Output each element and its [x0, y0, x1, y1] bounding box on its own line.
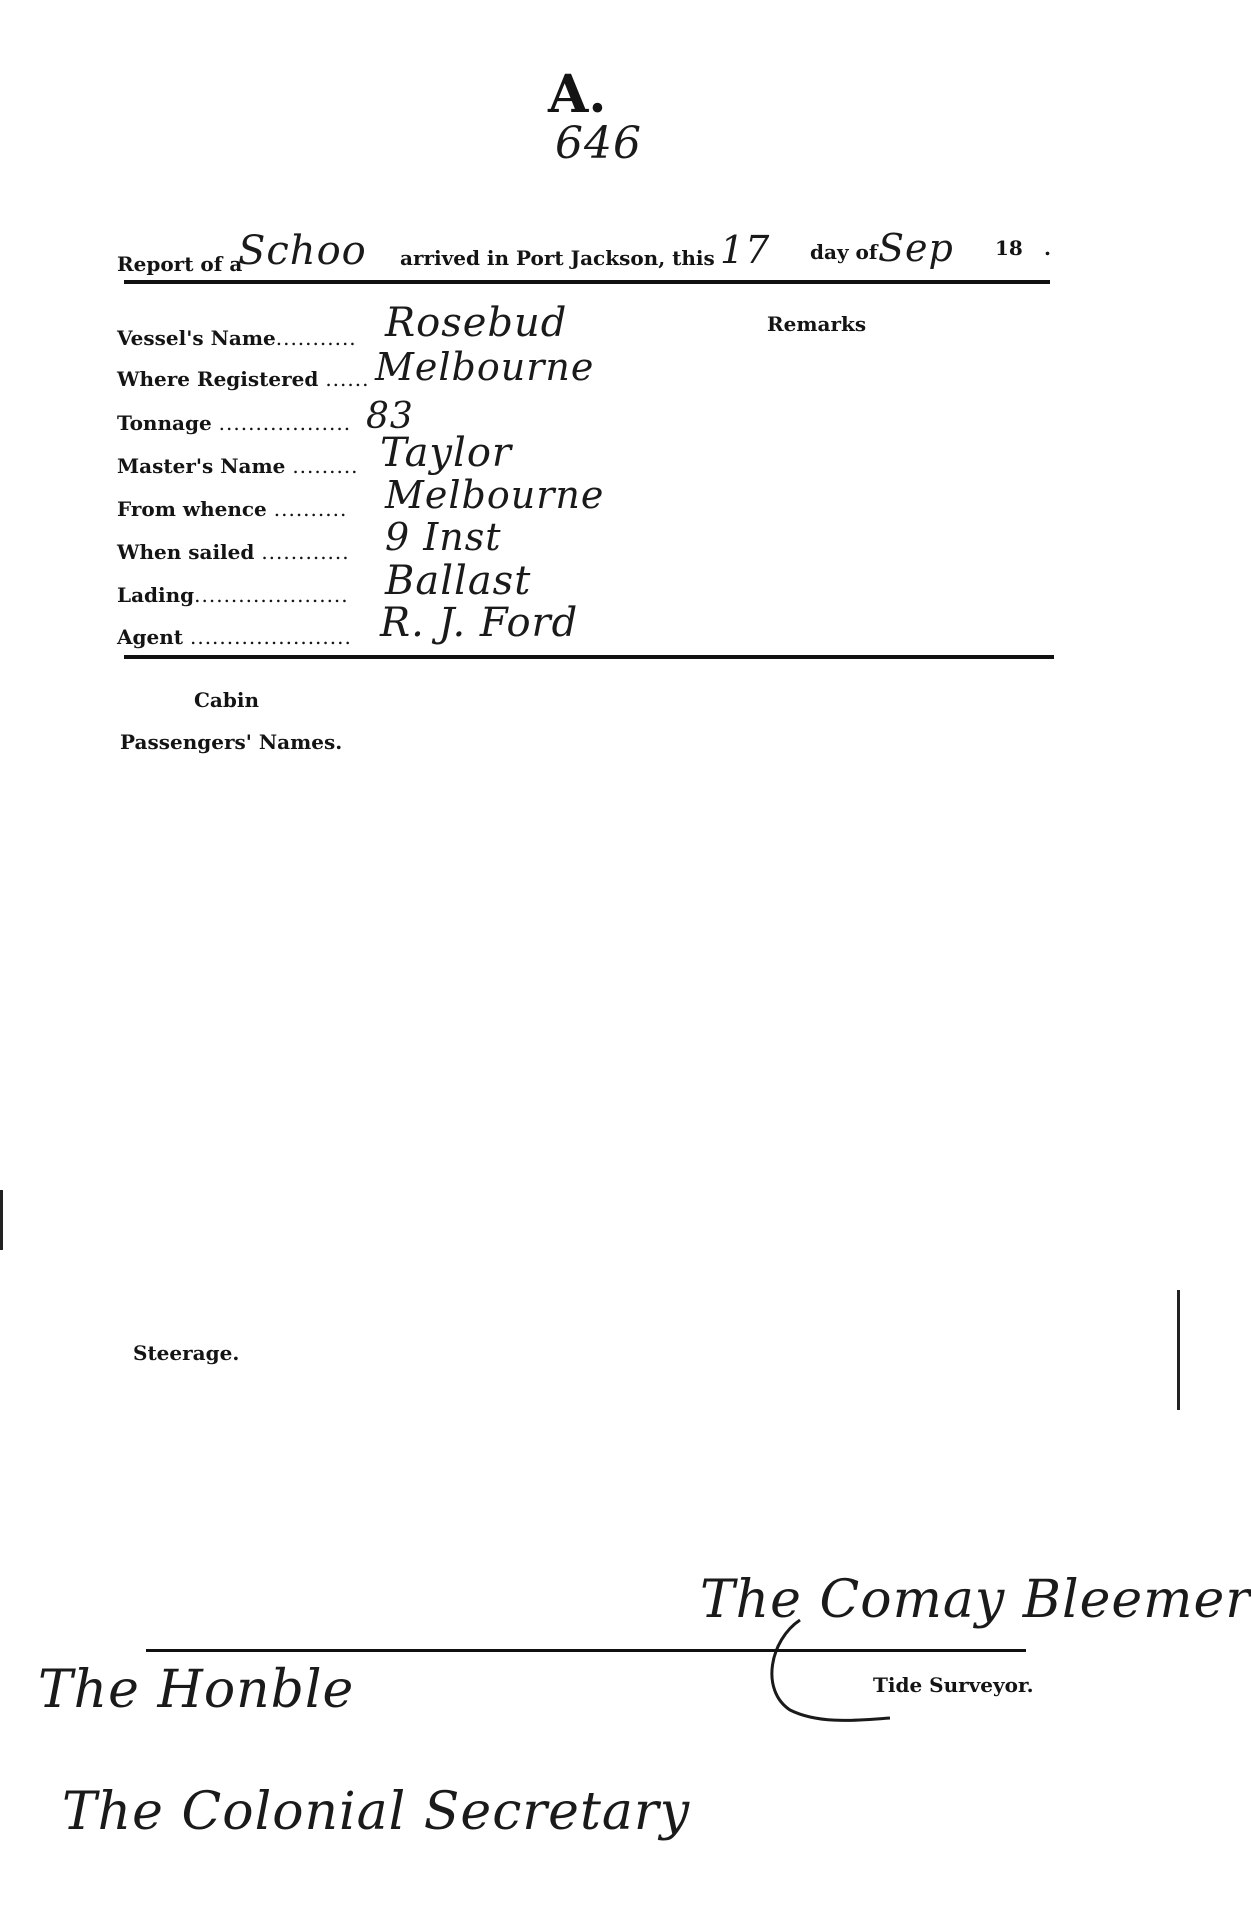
agent-label: Agent ......................	[117, 625, 352, 649]
form-number: 646	[555, 118, 642, 169]
report-month: Sep	[878, 226, 954, 270]
tonnage-value: 83	[366, 396, 414, 437]
report-middle: arrived in Port Jackson, this	[400, 246, 715, 270]
vessel-name-value: Rosebud	[385, 300, 568, 346]
from-whence-value: Melbourne	[385, 473, 605, 517]
report-year: 18	[995, 236, 1023, 260]
tonnage-label: Tonnage ..................	[117, 411, 352, 435]
fields-bottom-rule	[124, 655, 1054, 659]
vessel-type: Schoo	[238, 228, 367, 274]
signature-flourish	[760, 1600, 960, 1730]
agent-value: R. J. Ford	[380, 600, 579, 646]
addressee-line1: The Honble	[38, 1660, 355, 1720]
where-registered-value: Melbourne	[375, 345, 595, 389]
surveyor-signature: The Comay Bleemer	[700, 1570, 1251, 1630]
top-rule	[124, 280, 1050, 284]
scan-edge-left	[0, 1190, 3, 1250]
surveyor-title: Tide Surveyor.	[873, 1673, 1034, 1697]
cabin-label: Cabin	[194, 688, 259, 712]
lading-label: Lading.....................	[117, 583, 349, 607]
addressee-line2: The Colonial Secretary	[62, 1782, 691, 1842]
remarks-label: Remarks	[767, 312, 867, 336]
passengers-names-label: Passengers' Names.	[120, 730, 343, 754]
when-sailed-label: When sailed ............	[117, 540, 350, 564]
steerage-label: Steerage.	[133, 1341, 240, 1365]
report-end: .	[1044, 236, 1051, 260]
where-registered-label: Where Registered ......	[117, 367, 370, 391]
masters-name-label: Master's Name .........	[117, 454, 359, 478]
report-day: 17	[720, 228, 771, 272]
report-prefix: Report of a	[117, 252, 243, 276]
from-whence-label: From whence ..........	[117, 497, 348, 521]
when-sailed-value: 9 Inst	[385, 515, 502, 559]
vessel-name-label: Vessel's Name...........	[117, 326, 357, 350]
form-letter: A.	[548, 64, 607, 125]
lading-value: Ballast	[385, 558, 532, 604]
signature-rule	[146, 1649, 1026, 1652]
scan-edge-right	[1177, 1290, 1180, 1410]
report-day-of: day of	[810, 240, 878, 264]
masters-name-value: Taylor	[380, 430, 513, 476]
